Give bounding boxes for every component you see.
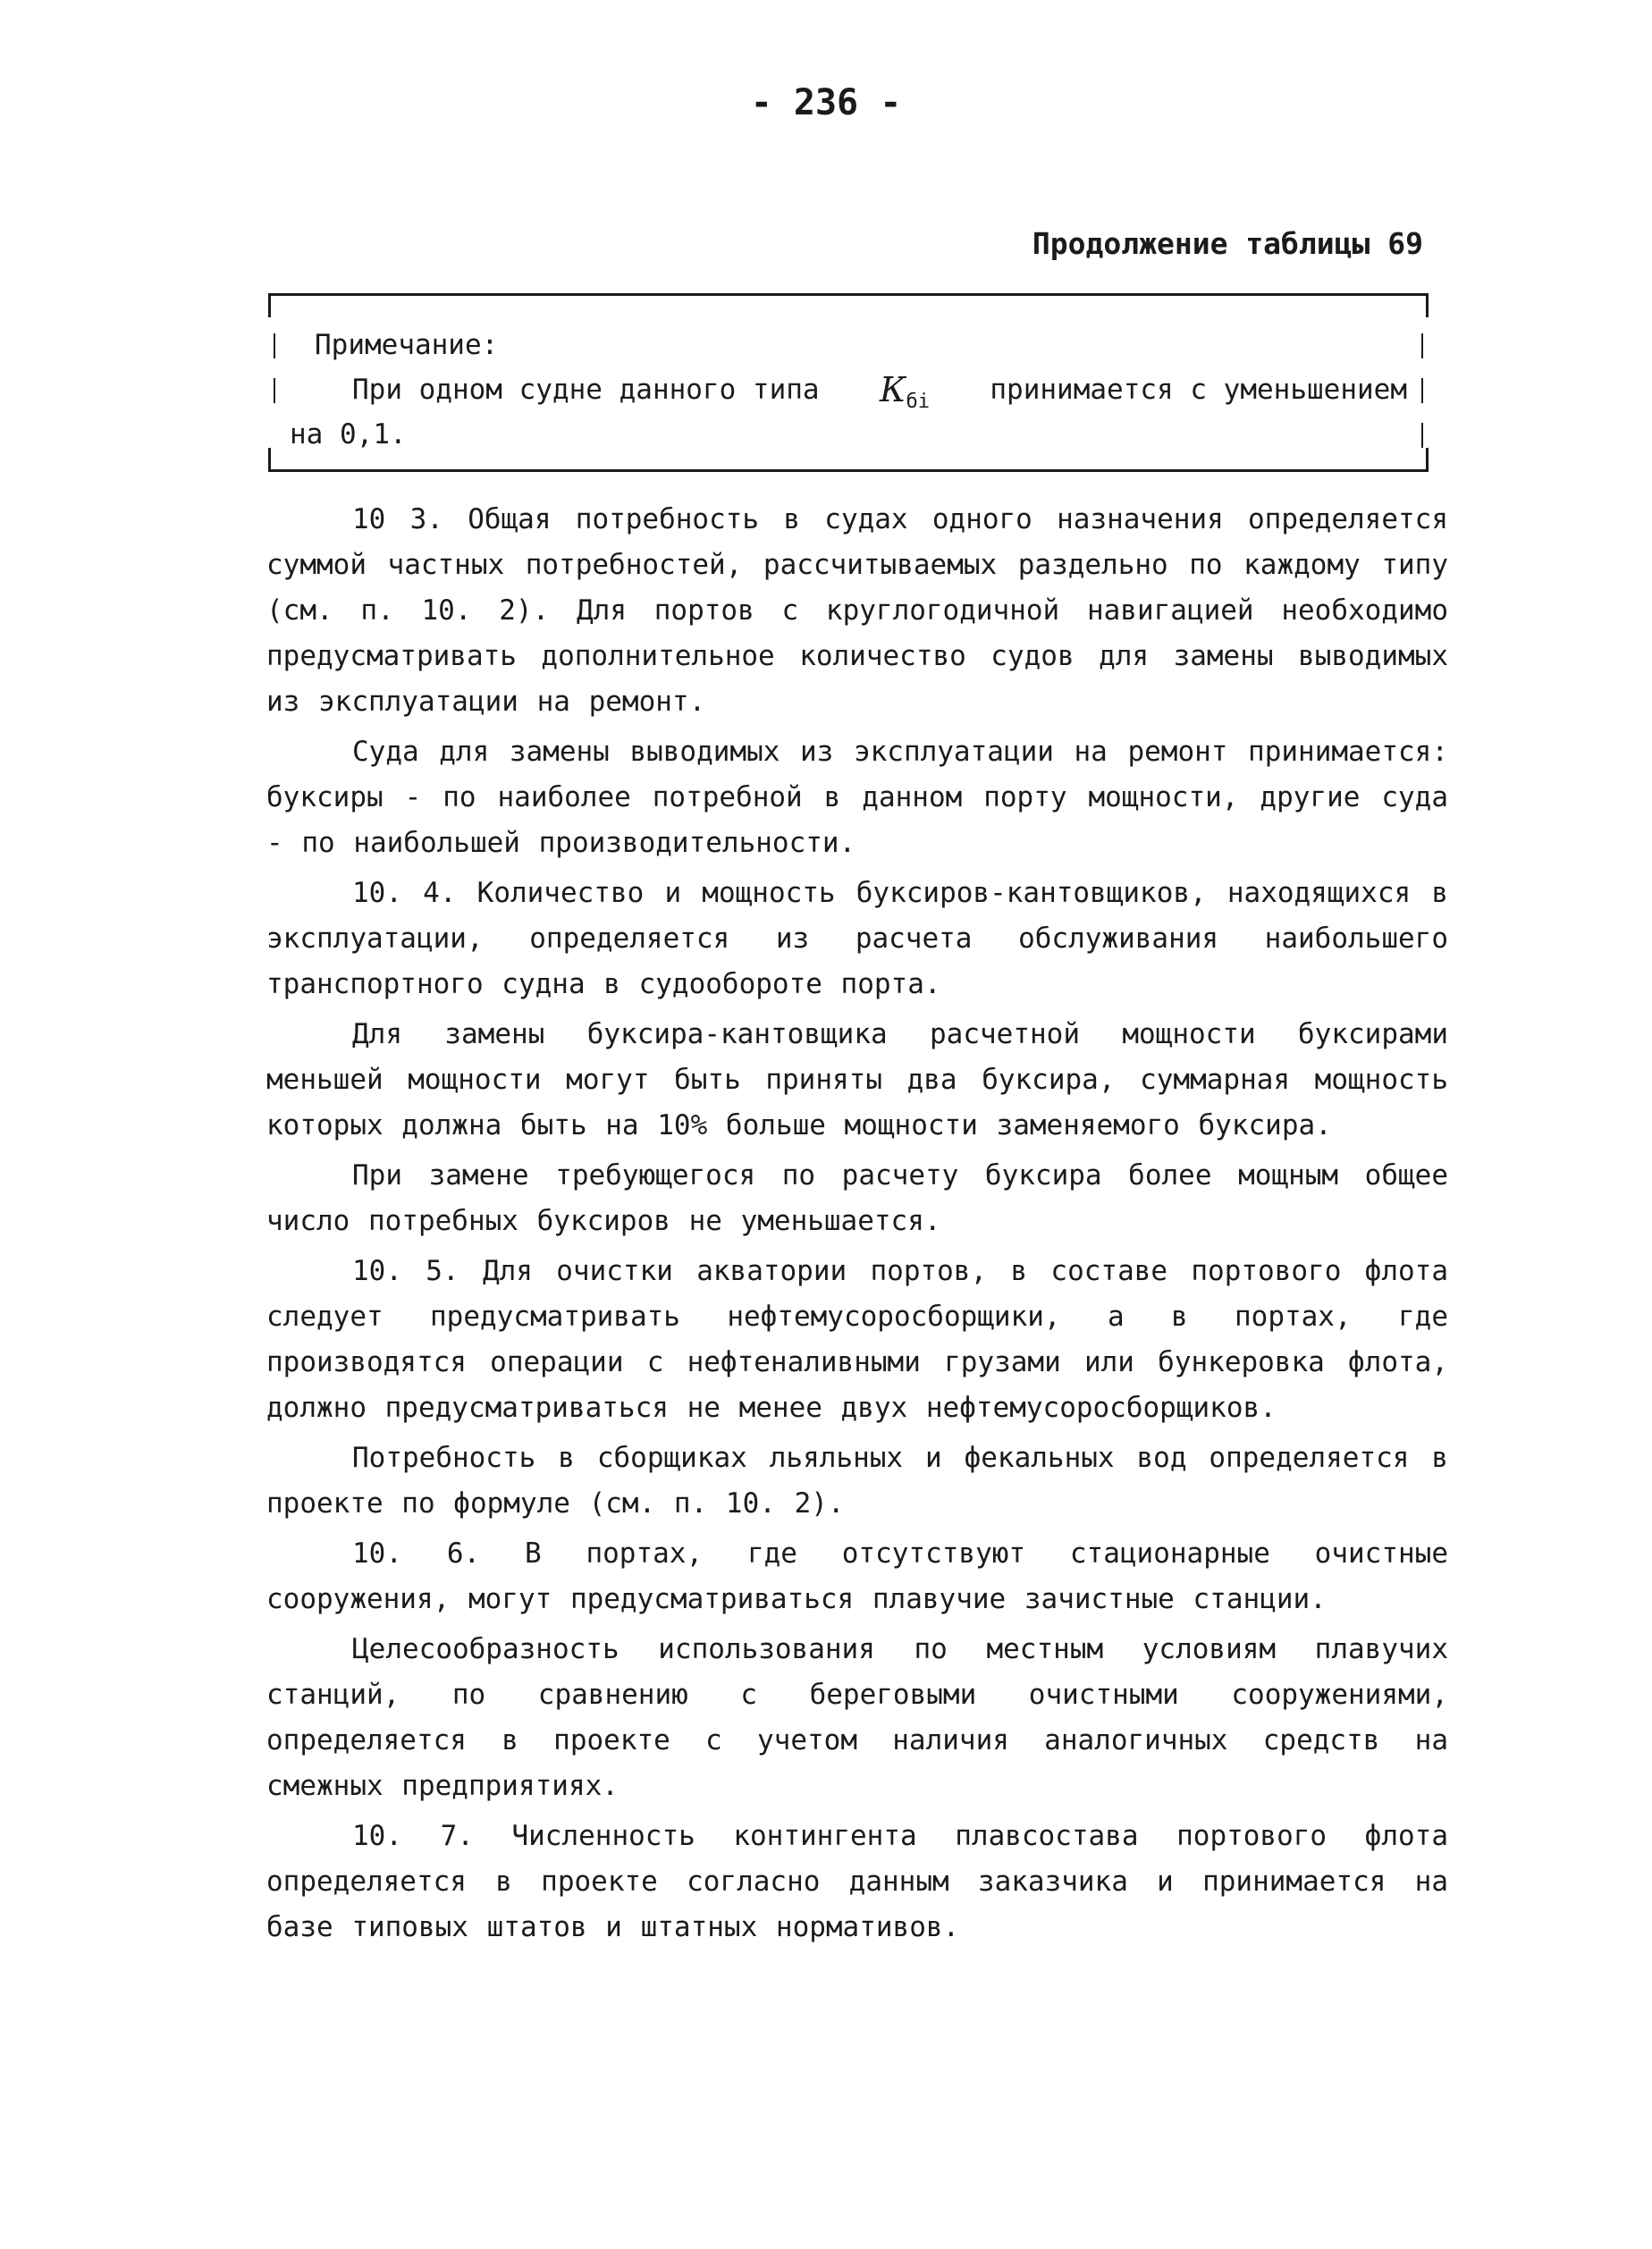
body-text (266, 497, 1448, 1955)
box-corner-bottom-right (1426, 448, 1429, 469)
paragraph-10-6: 10. 6. В портах, где отсутствуют стационарные очистные сооружения, могут предусматриваться плавучие зачистные станции. (266, 1537, 1448, 1615)
box-edge-mark (1421, 423, 1423, 448)
coefficient-symbol (880, 372, 930, 420)
coefficient-subscript: бi (906, 391, 930, 414)
paragraph-powerful-tug: При замене требующегося по расчету буксира более мощным общее число потребных буксиров не уменьшается. (266, 1159, 1448, 1237)
box-edge-mark (274, 333, 275, 358)
note-text-end: на 0,1. (290, 418, 407, 451)
note-text-after: принимается с уменьшением (990, 374, 1407, 406)
table-continuation-caption: Продолжение таблицы 69 (1032, 226, 1423, 261)
note-box (268, 293, 1429, 472)
page-number: - 236 - (750, 82, 902, 123)
paragraph-10-7: 10. 7. Численность контингента плавсостава портового флота определяется в проекте согласно данным заказчика и принимается на базе типовых штатов и штатных нормативов. (266, 1820, 1448, 1943)
note-text-before: При одном судне данного типа (352, 374, 820, 406)
paragraph-10-4: 10. 4. Количество и мощность буксиров-кантовщиков, находящихся в эксплуатации, определяется из расчета обслуживания наибольшего транспортного судна в судообороте порта. (266, 877, 1448, 1000)
paragraph-feasibility: Целесообразность использования по местным условиям плавучих станций, по сравнению с береговыми очистными сооружениями, определяется в проекте с учетом наличия аналогичных средств на смежных предприятиях. (266, 1633, 1448, 1802)
paragraph-10-5: 10. 5. Для очистки акватории портов, в составе портового флота следует предусматривать нефтемусоросборщики, а в портах, где производятся операции с нефтеналивными грузами или бункеровка флота, должно предусматриваться не менее двух нефтемусоросборщиков. (266, 1255, 1448, 1424)
paragraph-tug-replacement: Для замены буксира-кантовщика расчетной мощности буксирами меньшей мощности могут быть приняты два буксира, суммарная мощность которых должна быть на 10% больше мощности заменяемого буксира. (266, 1018, 1448, 1141)
box-corner-bottom-left (268, 448, 271, 469)
note-text-line (352, 372, 1407, 420)
box-corner-top-right (1426, 296, 1429, 317)
box-edge-mark (1421, 333, 1423, 358)
note-title: Примечание: (315, 329, 499, 361)
paragraph-10-3: 10 3. Общая потребность в судах одного назначения определяется суммой частных потребностей, рассчитываемых раздельно по каждому типу (см. п. 10. 2). Для портов с круглогодичной навигацией необходимо предусматривать дополнительное количество судов для замены выводимых из эксплуатации на ремонт. (266, 503, 1448, 718)
coefficient-letter: К (880, 370, 906, 409)
paragraph-repair-replacement: Суда для замены выводимых из эксплуатации на ремонт принимается: буксиры - по наиболее потребной в данном порту мощности, другие суда - по наибольшей производительности. (266, 736, 1448, 859)
box-edge-mark (1421, 378, 1423, 403)
box-corner-top-left (268, 296, 271, 317)
box-edge-mark (274, 378, 275, 403)
paragraph-bilge-water: Потребность в сборщиках льяльных и фекальных вод определяется в проекте по формуле (см. п. 10. 2). (266, 1442, 1448, 1520)
